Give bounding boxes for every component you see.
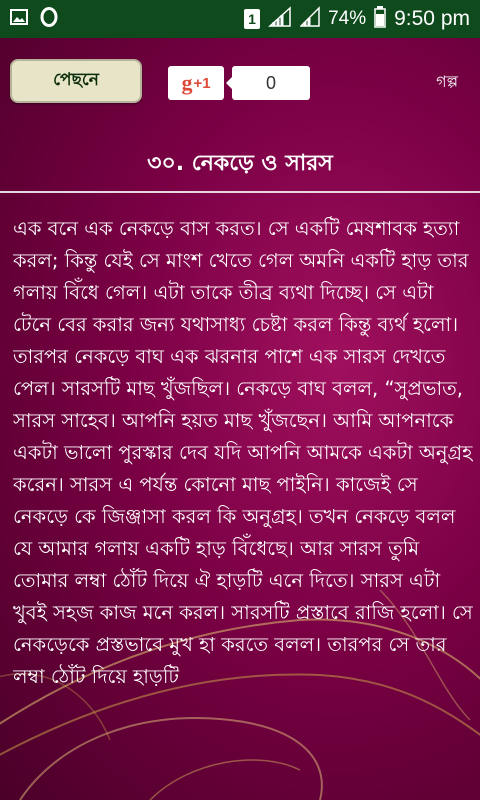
clock: 9:50 pm <box>394 7 470 30</box>
signal-2-icon <box>300 6 320 33</box>
battery-icon <box>374 6 386 33</box>
gallery-icon <box>10 9 28 30</box>
signal-icon <box>268 6 292 33</box>
story-body: এক বনে এক নেকড়ে বাস করত। সে একটি মেষশাবক হত্যা করল; কিন্তু যেই সে মাংশ খেতে গেল অমনি একটি হাড় তার গলায় বিঁধে গেল। এটা তাকে তীব্র ব্যথা দিচ্ছে। সে এটা টেনে বের করার জন্য যথাসাধ্য চেষ্টা করল কিন্তু ব্যর্থ হলো। তারপর নেকড়ে বাঘ এক ঝরনার পাশে এক সারস দেখতে পেল। সারসটি মাছ খুঁজছিল। নেকড়ে বাঘ বলল, “সুপ্রভাত, সারস সাহেব। আপনি হয়ত মাছ খুঁজছেন। আমি আপনাকে একটা ভালো পুরস্কার দেব যদি আপনি আমকে একটা অনুগ্রহ করেন। সারস এ পর্যন্ত কোনো মাছ পাইনি। কাজেই সে নেকড়ে কে জিঞ্জাসা করল কি অনুগ্রহ। তখন নেকড়ে বলল যে আমার গলায় একটি হাড় বিঁধেছে। আর সারস তুমি তোমার লম্বা ঠোঁট দিয়ে ঐ হাড়টি এনে দিতে। সারস এটা খুবই সহজ কাজ মনে করল। সারসটি প্রস্তাবে রাজি হলো। সে নেকড়েকে প্রস্তভাবে মুখ হা করতে বলল। তারপর সে তার লম্বা ঠোঁট দিয়ে হাড়টি <box>13 217 473 688</box>
gplus-count: 0 <box>232 66 310 100</box>
google-plus-button[interactable] <box>168 66 224 100</box>
opera-icon <box>40 7 58 32</box>
story-title: ৩০. নেকড়ে ও সারস <box>147 151 333 176</box>
sim-icon: 1 <box>244 9 260 29</box>
gplus-letter: g <box>181 70 193 95</box>
category-label[interactable]: গল্প <box>436 72 458 91</box>
status-bar <box>0 0 480 38</box>
divider <box>0 191 480 193</box>
gplus-plus-one: +1 <box>193 74 211 92</box>
back-button[interactable]: পেছনে <box>10 59 142 103</box>
battery-percent: 74% <box>328 8 367 29</box>
